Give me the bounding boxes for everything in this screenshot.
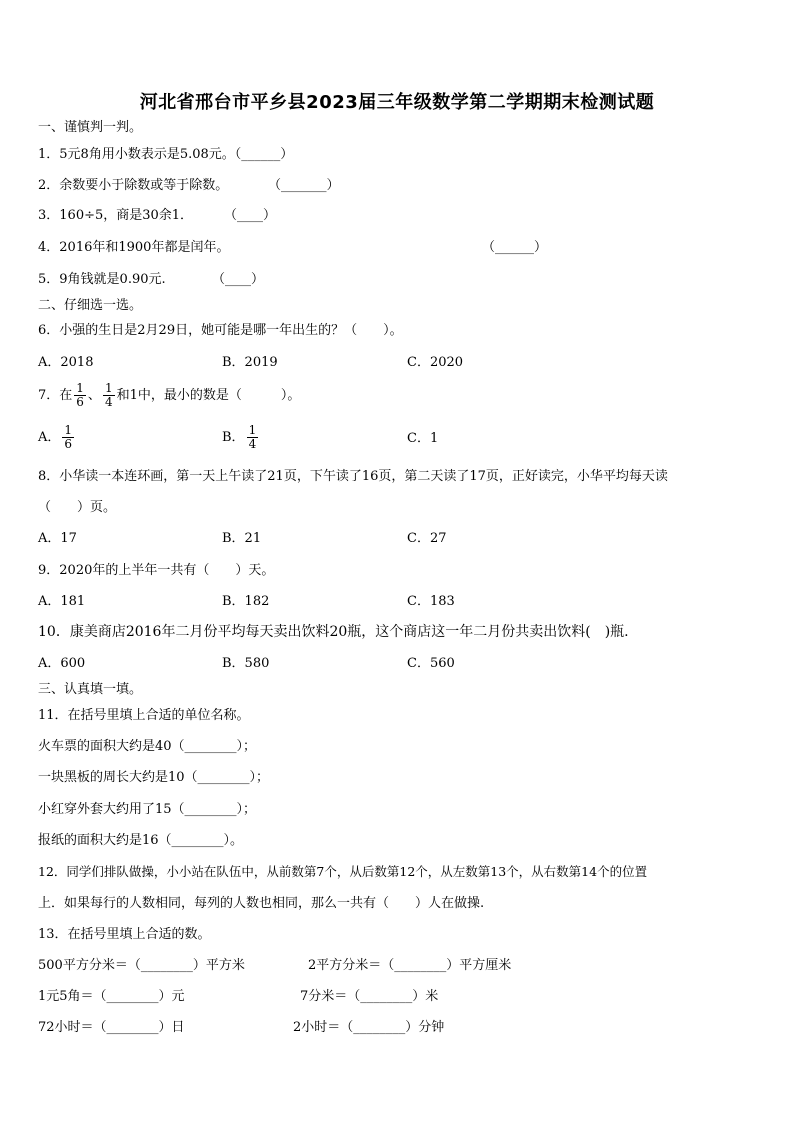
question-11: 11．在括号里填上合适的单位名称。	[38, 708, 250, 723]
answer-blank: （______）	[234, 147, 294, 162]
question-13-item-3: 1元5角＝（________）元	[38, 989, 185, 1004]
option-c: C．560	[407, 656, 455, 671]
question-3	[38, 207, 193, 225]
question-12-line-1: 12．同学们排队做操，小小站在队伍中，从前数第7个，从后数第12个，从左数第13个，从右数第14个的位置	[38, 864, 648, 879]
question-text: 4．2016年和1900年都是闰年。	[38, 240, 230, 255]
option-a	[38, 420, 76, 456]
question-11-item-1: 火车票的面积大约是40（________）；	[38, 739, 257, 754]
question-13-item-5: 72小时＝（________）日	[38, 1020, 185, 1035]
option-b: B．580	[222, 656, 270, 671]
question-13-item-1: 500平方分米＝（________）平方米	[38, 958, 245, 973]
separator: 、	[87, 388, 101, 403]
question-5	[38, 271, 166, 289]
fraction-one-sixth	[74, 382, 86, 409]
question-text: 2．余数要小于除数或等于除数。	[38, 178, 229, 193]
option-c: C．27	[407, 531, 447, 546]
question-text: 1．5元8角用小数表示是5.08元。	[38, 147, 235, 162]
question-4	[38, 239, 229, 257]
question-8-line-1: 8．小华读一本连环画，第一天上午读了21页，下午读了16页，第二天读了17页，正好读完，小华平均每天读	[38, 469, 668, 484]
denominator: 4	[248, 437, 257, 451]
denominator: 6	[64, 437, 73, 451]
option-b: B．182	[222, 594, 270, 609]
option-a: A．2018	[38, 355, 94, 370]
question-10: 10．康美商店2016年二月份平均每天卖出饮料20瓶，这个商店这一年二月份共卖出饮料( )瓶.	[38, 624, 629, 640]
question-11-item-2: 一块黑板的周长大约是10（________）；	[38, 770, 270, 785]
question-11-item-3: 小红穿外套大约用了15（________）；	[38, 802, 257, 817]
question-7	[38, 378, 300, 414]
answer-blank-5: （____）	[212, 272, 265, 287]
question-text: 3．160÷5，商是30余1．	[38, 208, 194, 223]
question-12-line-2: 上．如果每行的人数相同，每列的人数也相同，那么一共有（ ）人在做操.	[38, 896, 485, 911]
fraction-one-fourth	[103, 382, 115, 409]
option-b: B．2019	[222, 355, 278, 370]
numerator: 1	[64, 423, 73, 437]
fraction-one-sixth	[62, 424, 74, 451]
option-a: A．600	[38, 656, 86, 671]
option-b	[222, 420, 260, 456]
section-heading-choose: 二、仔细选一选。	[38, 298, 143, 313]
fraction-one-fourth	[247, 424, 259, 451]
question-text: 和1中，最小的数是（ ）。	[116, 388, 301, 403]
numerator: 1	[76, 381, 84, 395]
question-8-line-2: （ ）页。	[38, 500, 117, 515]
page-title: 河北省邢台市平乡县2023届三年级数学第二学期期末检测试题	[139, 92, 655, 113]
option-c: C．2020	[407, 355, 464, 370]
denominator: 6	[76, 395, 84, 409]
numerator: 1	[248, 423, 257, 437]
option-a: A．17	[38, 531, 77, 546]
option-c: C．1	[407, 431, 439, 446]
question-13-item-4: 7分米＝（________）米	[300, 989, 439, 1004]
question-13: 13．在括号里填上合适的数。	[38, 927, 211, 942]
question-text: 5．9角钱就是0.90元.	[38, 272, 166, 287]
option-a: A．181	[38, 594, 86, 609]
question-13-item-2: 2平方分米＝（________）平方厘米	[308, 958, 512, 973]
answer-blank-3: （____）	[224, 208, 277, 223]
question-11-item-4: 报纸的面积大约是16（________）。	[38, 833, 244, 848]
question-1	[38, 146, 293, 164]
question-text: 7．在	[38, 388, 73, 403]
answer-blank-4: （______）	[482, 240, 548, 255]
question-9: 9．2020年的上半年一共有（ ）天。	[38, 563, 275, 578]
option-label: A．	[38, 430, 61, 445]
question-13-item-6: 2小时＝（________）分钟	[293, 1020, 445, 1035]
option-c: C．183	[407, 594, 455, 609]
denominator: 4	[104, 395, 113, 409]
question-6: 6．小强的生日是2月29日，她可能是哪一年出生的？（ ）。	[38, 323, 403, 338]
section-heading-judge: 一、谨慎判一判。	[38, 120, 143, 135]
option-label: B．	[222, 430, 245, 445]
numerator: 1	[104, 381, 113, 395]
section-heading-fill: 三、认真填一填。	[38, 682, 143, 697]
question-2	[38, 177, 228, 195]
option-b: B．21	[222, 531, 262, 546]
answer-blank-2: （_______）	[268, 178, 340, 193]
